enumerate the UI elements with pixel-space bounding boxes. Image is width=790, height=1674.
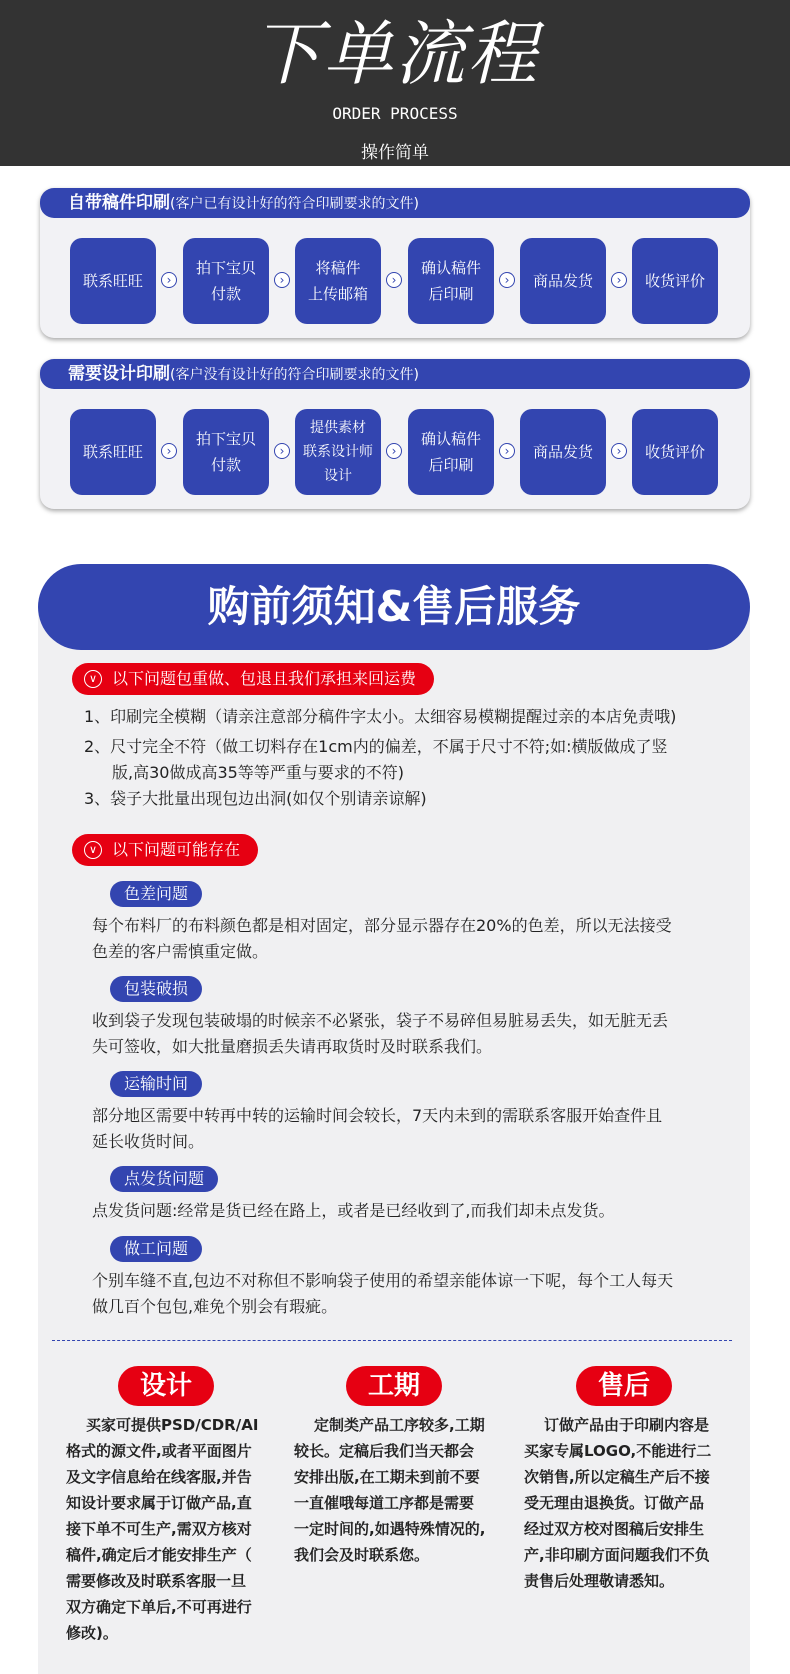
issue-text: 做几百个包包,难免个别会有瑕疵。 [92,1297,338,1316]
chevron-down-icon: ∨ [84,670,102,688]
section-label-possible: ∨ 以下问题可能存在 [72,834,258,866]
chevron-right-icon: › [386,272,402,288]
list-item: 3、袋子大批量出现包边出洞(如仅个别请亲谅解) [84,789,427,808]
page-subtitle: ORDER PROCESS [332,104,458,123]
flow-title: 需要设计印刷 [68,364,170,384]
chevron-right-icon: › [161,443,177,459]
flow-title-bar [40,188,750,218]
section-label-guaranteed: ∨ 以下问题包重做、包退且我们承担来回运费 [72,663,434,695]
page-title: 下单流程 [251,13,539,95]
column-text-lead-time: 定制类产品工序较多,工期 较长。定稿后我们当天都会 安排出版,在工期未到前不要 一直催哦每道工序都是需要 一定时间的,如遇特殊情况的, 我们会及时联系您。 [294,1416,486,1564]
flow-title-bar [40,359,750,389]
column-text-after-sales: 订做产品由于印刷内容是 买家专属LOGO,不能进行二 次销售,所以定稿生产后不接 受无理由退换货。订做产品 经过双方校对图稿后安排生 产,非印刷方面问题我们不负 责售后处理敬请悉知。 [524,1416,712,1590]
issue-text: 收到袋子发现包装破塌的时候亲不必紧张，袋子不易碎但易脏易丢失，如无脏无丢 [92,1011,669,1030]
chevron-down-icon: ∨ [84,841,102,859]
issue-text: 部分地区需要中转再中转的运输时间会较长，7天内未到的需联系客服开始查件且 [92,1106,663,1125]
notice-title: 购前须知&售后服务 [38,564,750,650]
flow-step: 将稿件 上传邮箱 [295,238,381,324]
flow-step: 收货评价 [632,409,718,495]
flow-note: (客户已有设计好的符合印刷要求的文件) [170,196,419,212]
issue-tag: 运输时间 [110,1071,202,1097]
divider [52,1340,732,1341]
issue-text: 延长收货时间。 [92,1132,205,1151]
issue-text: 个别车缝不直,包边不对称但不影响袋子使用的希望亲能体谅一下呢，每个工人每天 [92,1271,674,1290]
column-text-design: 买家可提供PSD/CDR/AI 格式的源文件,或者平面图片 及文字信息给在线客服,并告 知设计要求属于订做产品,直 接下单不可生产,需双方核对 稿件,确定后才能安排生产（ 需要修改及时联系客服一旦 双方确定下单后,不可再进行 修改)。 [66,1416,259,1642]
issue-text: 色差的客户需慎重定做。 [92,942,269,961]
list-item: 2、尺寸完全不符（做工切料存在1cm内的偏差，不属于尺寸不符;如:横版做成了竖 [84,737,668,756]
flow-box-need-design [40,359,750,509]
flow-step: 确认稿件 后印刷 [408,238,494,324]
flow-step: 联系旺旺 [70,238,156,324]
flow-title: 自带稿件印刷 [68,193,170,213]
chevron-right-icon: › [611,443,627,459]
page-note: 操作简单 [361,143,429,163]
issue-tag: 包装破损 [110,976,202,1002]
issue-text: 每个布料厂的布料颜色都是相对固定，部分显示器存在20%的色差，所以无法接受 [92,916,672,935]
flow-step: 拍下宝贝 付款 [183,409,269,495]
chevron-right-icon: › [499,272,515,288]
list-item: 1、印刷完全模糊（请亲注意部分稿件字太小。太细容易模糊提醒过亲的本店免责哦) [84,707,677,726]
issue-tag: 做工问题 [110,1236,202,1262]
flow-step: 商品发货 [520,409,606,495]
flow-note: (客户没有设计好的符合印刷要求的文件) [170,367,419,383]
flow-step: 商品发货 [520,238,606,324]
flow-step: 提供素材 联系设计师 设计 [295,409,381,495]
chevron-right-icon: › [499,443,515,459]
flow-step: 拍下宝贝 付款 [183,238,269,324]
column-title-after-sales: 售后 [576,1366,672,1406]
flow-box-own-design [40,188,750,338]
flow-step: 收货评价 [632,238,718,324]
column-title-lead-time: 工期 [346,1366,442,1406]
chevron-right-icon: › [611,272,627,288]
list-item-continued: 版,高30做成高35等等严重与要求的不符) [112,763,405,782]
chevron-right-icon: › [161,272,177,288]
issue-text: 失可签收，如大批量磨损丢失请再取货时及时联系我们。 [92,1037,493,1056]
issue-tag: 色差问题 [110,881,202,907]
flow-step: 联系旺旺 [70,409,156,495]
page-header [0,0,790,166]
flow-step: 确认稿件 后印刷 [408,409,494,495]
issue-tag: 点发货问题 [110,1166,218,1192]
column-title-design: 设计 [118,1366,214,1406]
chevron-right-icon: › [274,272,290,288]
chevron-right-icon: › [386,443,402,459]
issue-text: 点发货问题:经常是货已经在路上，或者是已经收到了,而我们却未点发货。 [92,1201,615,1220]
chevron-right-icon: › [274,443,290,459]
